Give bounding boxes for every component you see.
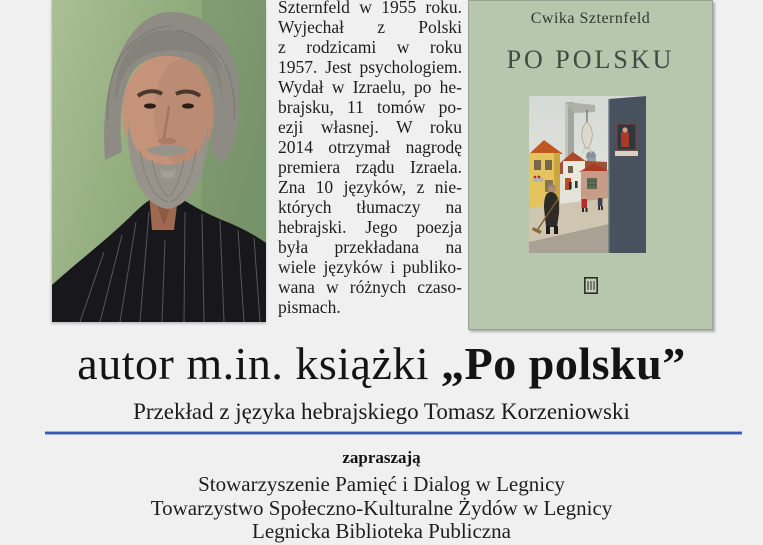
bio-line: wana w różnych czaso- [278,277,462,297]
bio-line: wiele języków i publiko- [278,257,462,277]
bio-line: pismach. [278,297,341,317]
bio-line: hebrajski. Jego poezja [278,217,462,237]
headline-book-title: „Po polsku” [441,338,686,389]
bio-line: 1957. Jest psychologiem. [278,57,462,77]
organization-line: Stowarzyszenie Pamięć i Dialog w Legnicy [198,472,565,496]
book-cover-painting [529,96,646,253]
bio-line: których tłumaczy na [278,197,462,217]
author-portrait-image [52,0,266,322]
bio-line: ezji własnej. W roku [278,117,462,137]
invite-label: zapraszają [342,448,421,467]
divider-rule [45,431,742,435]
author-photo [51,0,266,322]
bio-line: Wydał w Izraelu, po he- [278,77,462,97]
organizations-list [0,473,763,544]
book-cover [468,0,713,330]
translation-credit: Przekład z języka hebrajskiego Tomasz Korzeniowski [133,399,630,424]
headline [0,338,763,390]
bio-line: Zna 10 języków, z nie- [278,177,462,197]
bio-line: z rodzicami w roku [278,37,462,57]
headline-prefix: autor m.in. książki [77,338,442,389]
organization-line: Legnicka Biblioteka Publiczna [252,519,511,544]
organization-line: Towarzystwo Społeczno-Kulturalne Żydów w Legnicy [150,495,613,520]
bio-line: Wyjechał z Polski [278,17,462,37]
book-cover-title: PO POLSKU [506,45,675,74]
bio-line: premiera rządu Izraela. [278,157,462,177]
book-cover-author: Cwika Szternfeld [530,10,651,27]
bio-line: Szternfeld w 1955 roku. [278,0,462,17]
bio-paragraph [278,0,462,317]
publisher-logo-icon [584,277,598,294]
bio-line: brajsku, 11 tomów po- [278,97,462,117]
bio-line: 2014 otrzymał nagrodę [278,137,462,157]
bio-line: była przekładana na [278,237,462,257]
